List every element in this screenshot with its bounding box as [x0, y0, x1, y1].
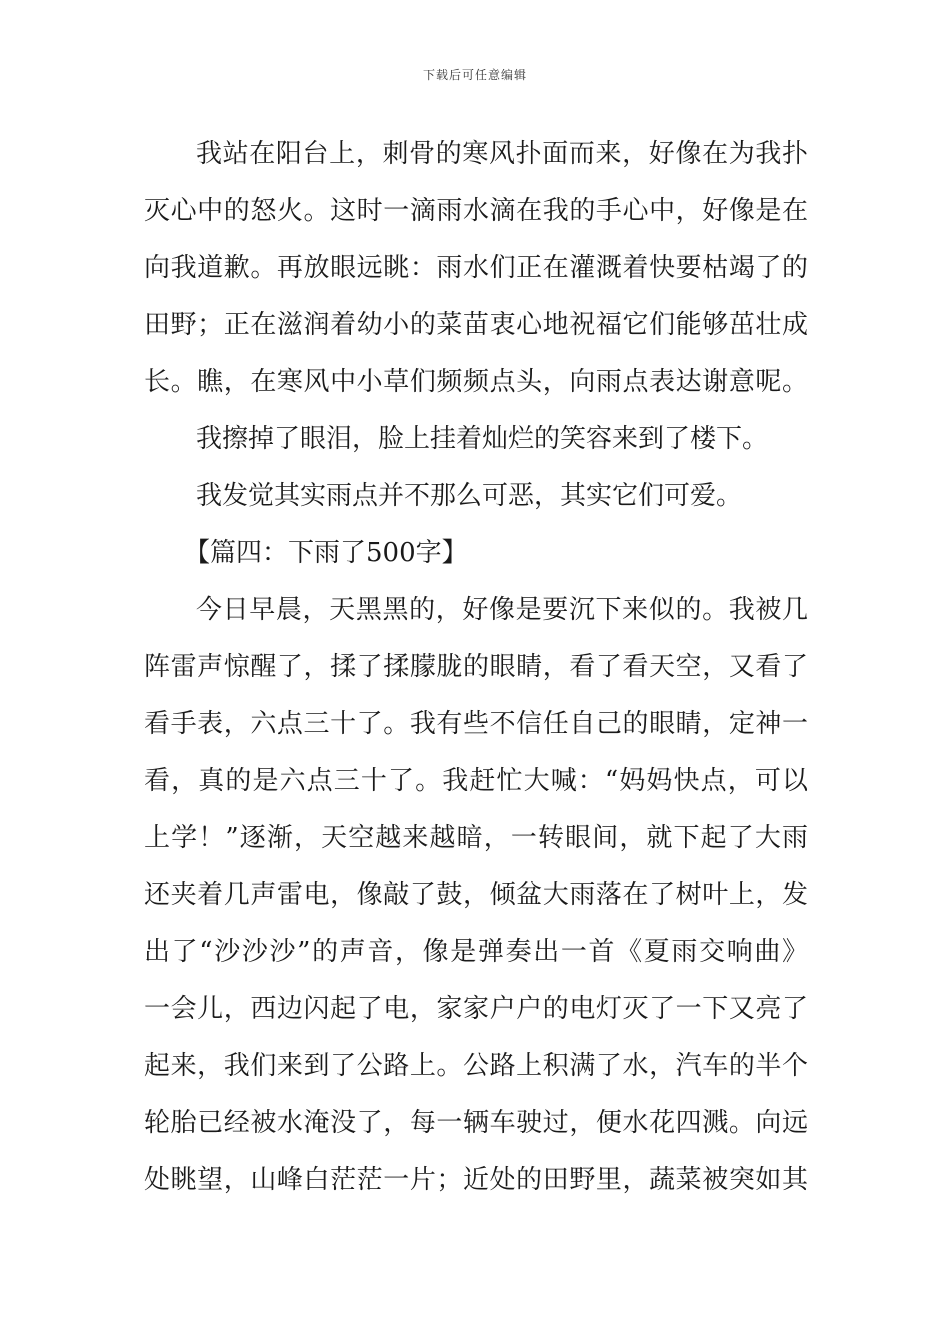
text-line: 今日早晨，天黑黑的，好像是要沉下来似的。我被几: [196, 595, 808, 625]
text-line: 看，真的是六点三十了。我赶忙大喊：“妈妈快点，可以: [144, 766, 808, 796]
document-body: [144, 126, 808, 1209]
text-line: 我擦掉了眼泪，脸上挂着灿烂的笑容来到了楼下。: [196, 424, 769, 454]
text-line: 起来，我们来到了公路上。公路上积满了水，汽车的半个: [144, 1051, 808, 1081]
text-line: 出了“沙沙沙”的声音，像是弹奏出一首《夏雨交响曲》: [144, 937, 808, 967]
section-heading: 【篇四：下雨了500字】: [184, 538, 468, 568]
text-line: 上学！”逐渐，天空越来越暗，一转眼间，就下起了大雨: [144, 823, 808, 853]
page-header: 下载后可任意编辑: [422, 68, 527, 82]
text-line: 向我道歉。再放眼远眺：雨水们正在灌溉着快要枯竭了的: [144, 253, 808, 283]
text-line: 田野；正在滋润着幼小的菜苗衷心地祝福它们能够茁壮成: [144, 310, 808, 340]
text-line: 轮胎已经被水淹没了，每一辆车驶过，便水花四溅。向远: [144, 1108, 808, 1138]
text-line: 我发觉其实雨点并不那么可恶，其实它们可爱。: [196, 481, 743, 511]
text-line: 处眺望，山峰白茫茫一片；近处的田野里，蔬菜被突如其: [144, 1165, 808, 1195]
text-line: 一会儿，西边闪起了电，家家户户的电灯灭了一下又亮了: [144, 994, 808, 1024]
text-line: 长。瞧，在寒风中小草们频频点头，向雨点表达谢意呢。: [144, 367, 808, 397]
text-line: 看手表，六点三十了。我有些不信任自己的眼睛，定神一: [144, 709, 808, 739]
text-line: 灭心中的怒火。这时一滴雨水滴在我的手心中，好像是在: [144, 196, 808, 226]
text-line: 我站在阳台上，刺骨的寒风扑面而来，好像在为我扑: [196, 139, 808, 169]
text-line: 阵雷声惊醒了，揉了揉朦胧的眼睛，看了看天空，又看了: [144, 652, 808, 682]
text-line: 还夹着几声雷电，像敲了鼓，倾盆大雨落在了树叶上，发: [144, 880, 808, 910]
